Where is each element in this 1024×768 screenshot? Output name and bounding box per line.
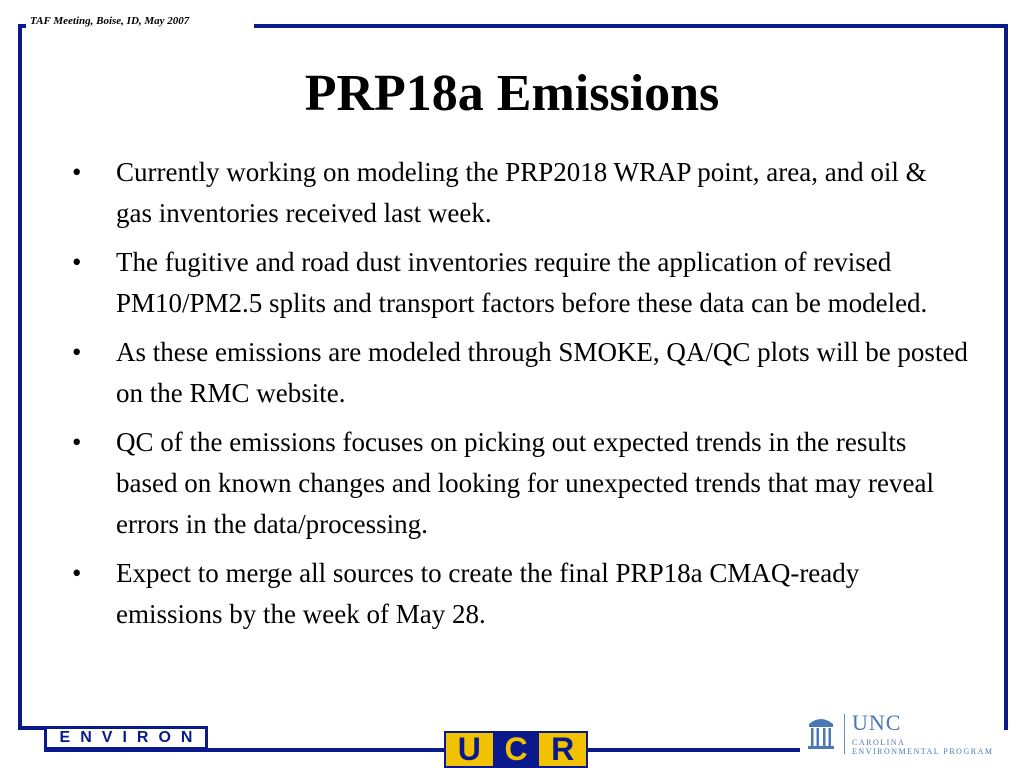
- bullet-list: [68, 152, 968, 643]
- bullet-item: [68, 152, 968, 234]
- bullet-text: As these emissions are modeled through SMOKE, QA/QC plots will be posted on the RMC website.: [116, 337, 968, 408]
- bullet-icon: •: [72, 157, 82, 187]
- environ-logo-text: ENVIRON: [59, 729, 203, 746]
- bullet-text: The fugitive and road dust inventories require the application of revised PM10/PM2.5 splits and transport factors before these data can be modeled.: [116, 247, 928, 318]
- frame-top-right-line: [254, 24, 1008, 28]
- frame-bottom-line: [588, 748, 800, 752]
- bullet-icon: •: [72, 558, 82, 588]
- unc-logo-name: UNC: [852, 710, 902, 735]
- ucr-logo-letter: C: [493, 733, 540, 766]
- ucr-logo-letter: R: [539, 733, 586, 766]
- unc-logo-subtitle-line: CAROLINA: [852, 738, 906, 747]
- frame-bottom-line: [18, 726, 44, 730]
- bullet-item: [68, 422, 968, 545]
- old-well-icon: [806, 712, 836, 752]
- environ-logo-underline: [44, 747, 208, 752]
- bullet-icon: •: [72, 337, 82, 367]
- bullet-text: Expect to merge all sources to create the final PRP18a CMAQ-ready emissions by the week of May 28.: [116, 558, 860, 629]
- unc-logo-subtitle-line: ENVIRONMENTAL PROGRAM: [852, 747, 994, 756]
- bullet-item: [68, 242, 968, 324]
- frame-right-line: [1004, 24, 1008, 730]
- bullet-item: [68, 332, 968, 414]
- unc-logo-subtitle: [852, 738, 1012, 756]
- bullet-text: QC of the emissions focuses on picking out expected trends in the results based on known changes and looking for unexpected trends that may reveal errors in the data/processing.: [116, 427, 934, 539]
- frame-bottom-line: [208, 748, 444, 752]
- ucr-logo: [444, 731, 588, 768]
- unc-logo-divider: [844, 714, 845, 754]
- meeting-header-note: TAF Meeting, Boise, ID, May 2007: [30, 15, 190, 27]
- frame-left-line: [18, 24, 22, 730]
- bullet-icon: •: [72, 427, 82, 457]
- slide-title: PRP18a Emissions: [304, 65, 720, 122]
- bullet-item: [68, 553, 968, 635]
- bullet-icon: •: [72, 247, 82, 277]
- ucr-logo-letter: U: [446, 733, 493, 766]
- bullet-text: Currently working on modeling the PRP2018 WRAP point, area, and oil & gas inventories received last week.: [116, 157, 927, 228]
- unc-logo: [806, 712, 1012, 758]
